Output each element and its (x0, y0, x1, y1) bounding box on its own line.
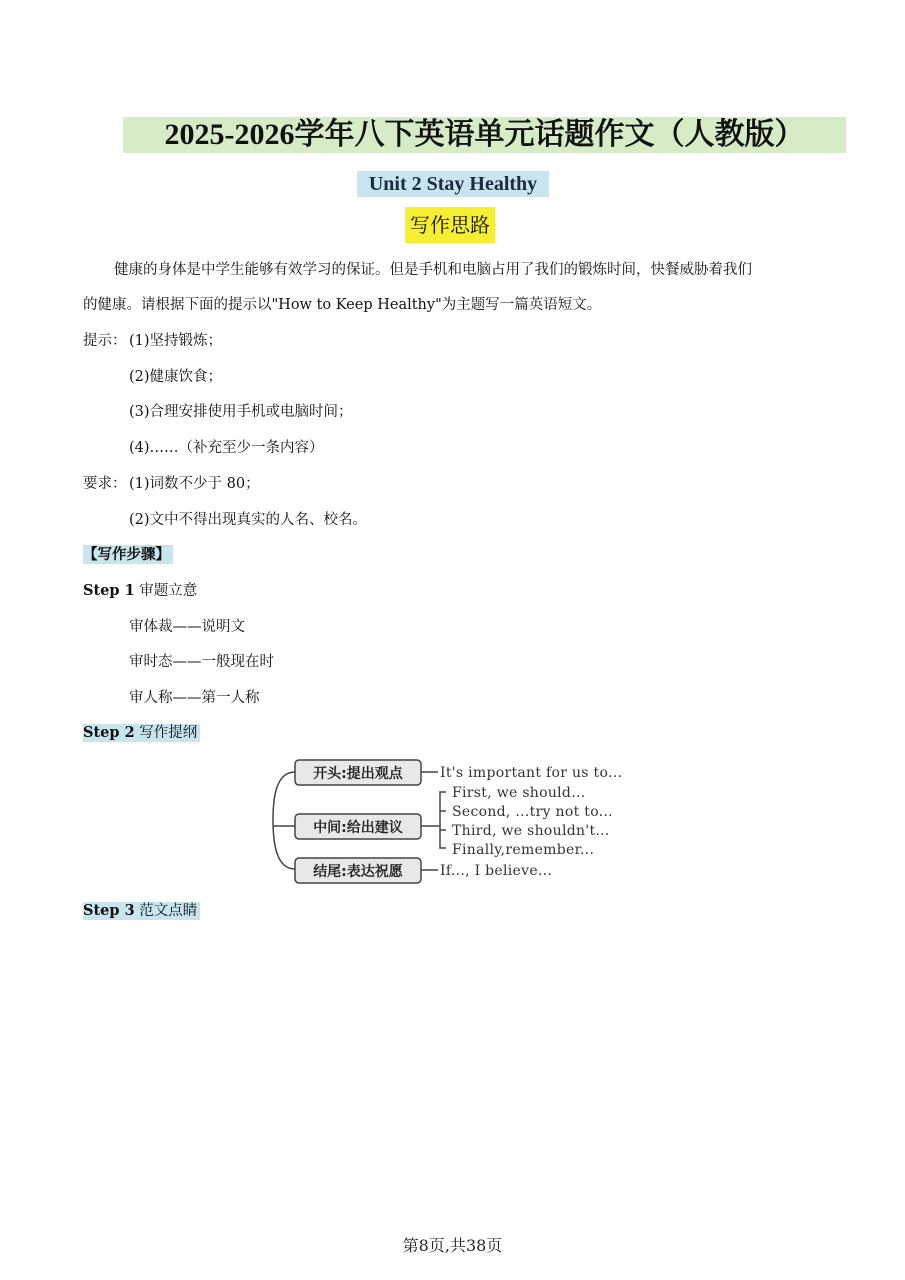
requirement-item: (2)文中不得出现真实的人名、校名。 (129, 512, 368, 528)
steps-heading (83, 545, 173, 565)
step1-heading (83, 581, 197, 601)
intro-line-1: 健康的身体是中学生能够有效学习的保证。但是手机和电脑占用了我们的锻炼时间，快餐威胁着我们 (114, 262, 752, 278)
step3-label: Step 3 (83, 902, 135, 919)
step3-heading (83, 901, 200, 921)
mindmap-leaf-middle: First, we should... (452, 785, 586, 801)
unit-subtitle: Unit 2 Stay Healthy (357, 171, 549, 197)
step1-item: 审人称——第一人称 (129, 690, 260, 706)
hints-label: 提示： (83, 333, 127, 349)
steps-heading-text: 【写作步骤】 (83, 545, 173, 564)
document-title: 2025-2026学年八下英语单元话题作文（人教版） (123, 117, 846, 153)
page-footer: 第8页,共38页 (402, 1236, 503, 1255)
step1-item: 审体裁——说明文 (129, 619, 245, 635)
mindmap-leaf-middle: Finally,remember... (452, 842, 595, 858)
mindmap-node-opening (295, 760, 421, 785)
step1-item: 审时态——一般现在时 (129, 654, 274, 670)
hint-item: (1)坚持锻炼； (129, 333, 223, 349)
step2-heading (83, 723, 200, 743)
hint-item: (3)合理安排使用手机或电脑时间； (129, 404, 353, 420)
step2-label: Step 2 (83, 724, 135, 741)
hint-item: (4)……（补充至少一条内容） (129, 440, 324, 456)
step3-title: 范文点睛 (139, 903, 198, 919)
mindmap-leaf-middle: Third, we shouldn't... (452, 823, 610, 839)
step1-label: Step 1 (83, 582, 135, 599)
requirement-item: (1)词数不少于 80； (129, 476, 260, 492)
mindmap-leaf-ending: If..., I believe... (440, 863, 553, 879)
intro-line-2: 的健康。请根据下面的提示以"How to Keep Healthy"为主题写一篇英语短文。 (83, 297, 602, 313)
mindmap-leaf-opening: It's important for us to... (440, 765, 623, 781)
mindmap-node-ending-label: 结尾:表达祝愿 (313, 864, 403, 880)
requirements-label: 要求： (83, 476, 127, 492)
outline-mindmap (268, 752, 648, 888)
section-heading: 写作思路 (405, 207, 495, 243)
mindmap-brace (273, 772, 295, 869)
step1-title: 审题立意 (139, 583, 198, 599)
mindmap-node-middle-label: 中间:给出建议 (313, 820, 403, 836)
mindmap-node-opening-label: 开头:提出观点 (313, 766, 403, 782)
mindmap-node-ending (295, 858, 421, 883)
step2-title: 写作提纲 (139, 725, 198, 741)
mindmap-leaf-middle: Second, ...try not to... (452, 804, 613, 820)
mindmap-node-middle (295, 814, 421, 839)
hint-item: (2)健康饮食； (129, 369, 223, 385)
